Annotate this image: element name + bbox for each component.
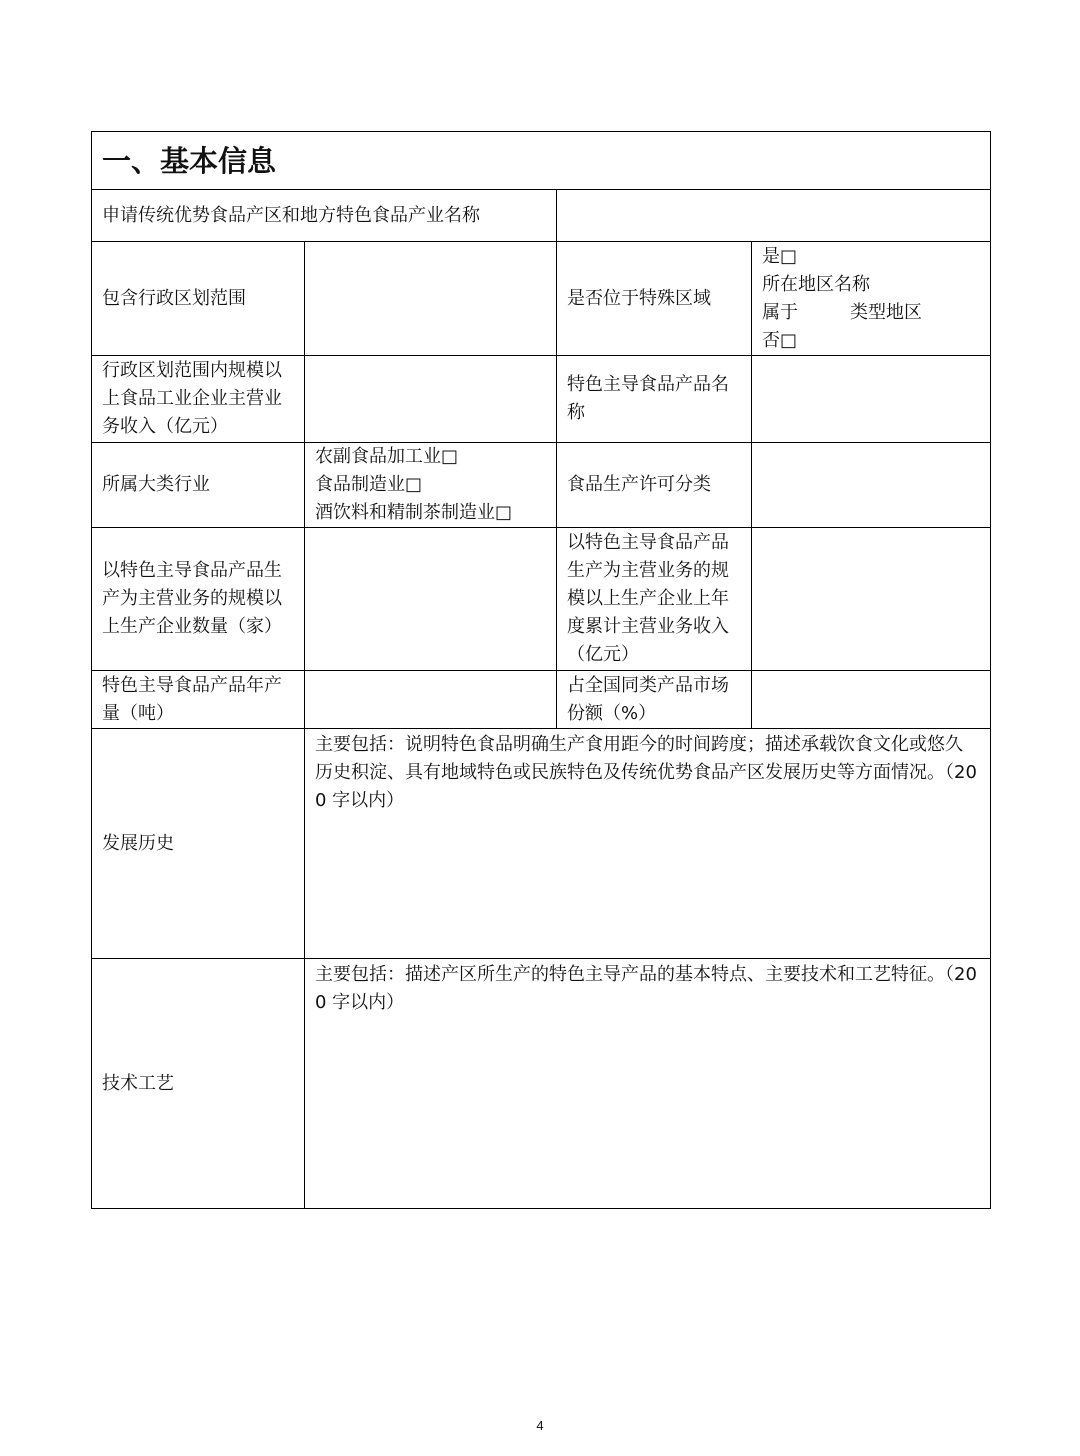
admin-region-label: 包含行政区划范围 xyxy=(92,242,305,356)
market-share-label: 占全国同类产品市场份额（%） xyxy=(557,671,752,729)
industry-name-field[interactable] xyxy=(557,190,991,242)
beverage-tea-manufacturing-checkbox[interactable]: 酒饮料和精制茶制造业□ xyxy=(315,502,513,523)
history-field[interactable] xyxy=(305,729,991,959)
special-area-yes-checkbox[interactable]: 是□ xyxy=(762,245,798,267)
enterprise-revenue-label: 以特色主导食品产品生产为主营业务的规模以上生产企业上年度累计主营业务收入（亿元） xyxy=(557,528,752,671)
section-title-row xyxy=(92,132,991,190)
technology-hint: 主要包括：描述产区所生产的特色主导产品的基本特点、主要技术和工艺特征。（200 字以内） xyxy=(315,964,977,1013)
output-row xyxy=(92,671,991,729)
product-name-label: 特色主导食品产品名称 xyxy=(557,356,752,443)
food-industry-revenue-field[interactable] xyxy=(305,356,557,443)
annual-output-label: 特色主导食品产品年产量（吨） xyxy=(92,671,305,729)
market-share-field[interactable] xyxy=(752,671,991,729)
industry-category-label: 所属大类行业 xyxy=(92,443,305,528)
technology-label: 技术工艺 xyxy=(92,959,305,1209)
industry-name-row xyxy=(92,190,991,242)
region-name-label: 所在地区名称 xyxy=(762,273,870,295)
agri-food-processing-checkbox[interactable]: 农副食品加工业□ xyxy=(315,446,459,467)
admin-region-row xyxy=(92,242,991,356)
region-type-line xyxy=(762,299,980,327)
annual-output-field[interactable] xyxy=(305,671,557,729)
technology-row xyxy=(92,959,991,1209)
food-industry-revenue-label: 行政区划范围内规模以上食品工业企业主营业务收入（亿元） xyxy=(92,356,305,443)
enterprise-revenue-field[interactable] xyxy=(752,528,991,671)
belongs-label: 属于 xyxy=(762,301,798,323)
admin-region-field[interactable] xyxy=(305,242,557,356)
enterprise-count-field[interactable] xyxy=(305,528,557,671)
industry-name-label: 申请传统优势食品产区和地方特色食品产业名称 xyxy=(92,190,557,242)
basic-info-form-table xyxy=(91,131,991,1209)
special-area-options xyxy=(752,242,991,356)
revenue-row xyxy=(92,356,991,443)
special-area-label: 是否位于特殊区域 xyxy=(557,242,752,356)
technology-field[interactable] xyxy=(305,959,991,1209)
industry-category-row xyxy=(92,443,991,528)
enterprise-row xyxy=(92,528,991,671)
type-region-label: 类型地区 xyxy=(850,301,922,323)
history-row xyxy=(92,729,991,959)
section-title: 一、基本信息 xyxy=(92,132,991,190)
enterprise-count-label: 以特色主导食品产品生产为主营业务的规模以上生产企业数量（家） xyxy=(92,528,305,671)
history-label: 发展历史 xyxy=(92,729,305,959)
production-license-field[interactable] xyxy=(752,443,991,528)
history-hint: 主要包括：说明特色食品明确生产食用距今的时间跨度；描述承载饮食文化或悠久历史积淀、具有地域特色或民族特色及传统优势食品产区发展历史等方面情况。（200 字以内） xyxy=(315,734,977,811)
production-license-label: 食品生产许可分类 xyxy=(557,443,752,528)
page-number: 4 xyxy=(536,1418,544,1433)
special-area-no-checkbox[interactable]: 否□ xyxy=(762,329,798,351)
industry-category-options xyxy=(305,443,557,528)
product-name-field[interactable] xyxy=(752,356,991,443)
food-manufacturing-checkbox[interactable]: 食品制造业□ xyxy=(315,474,423,495)
